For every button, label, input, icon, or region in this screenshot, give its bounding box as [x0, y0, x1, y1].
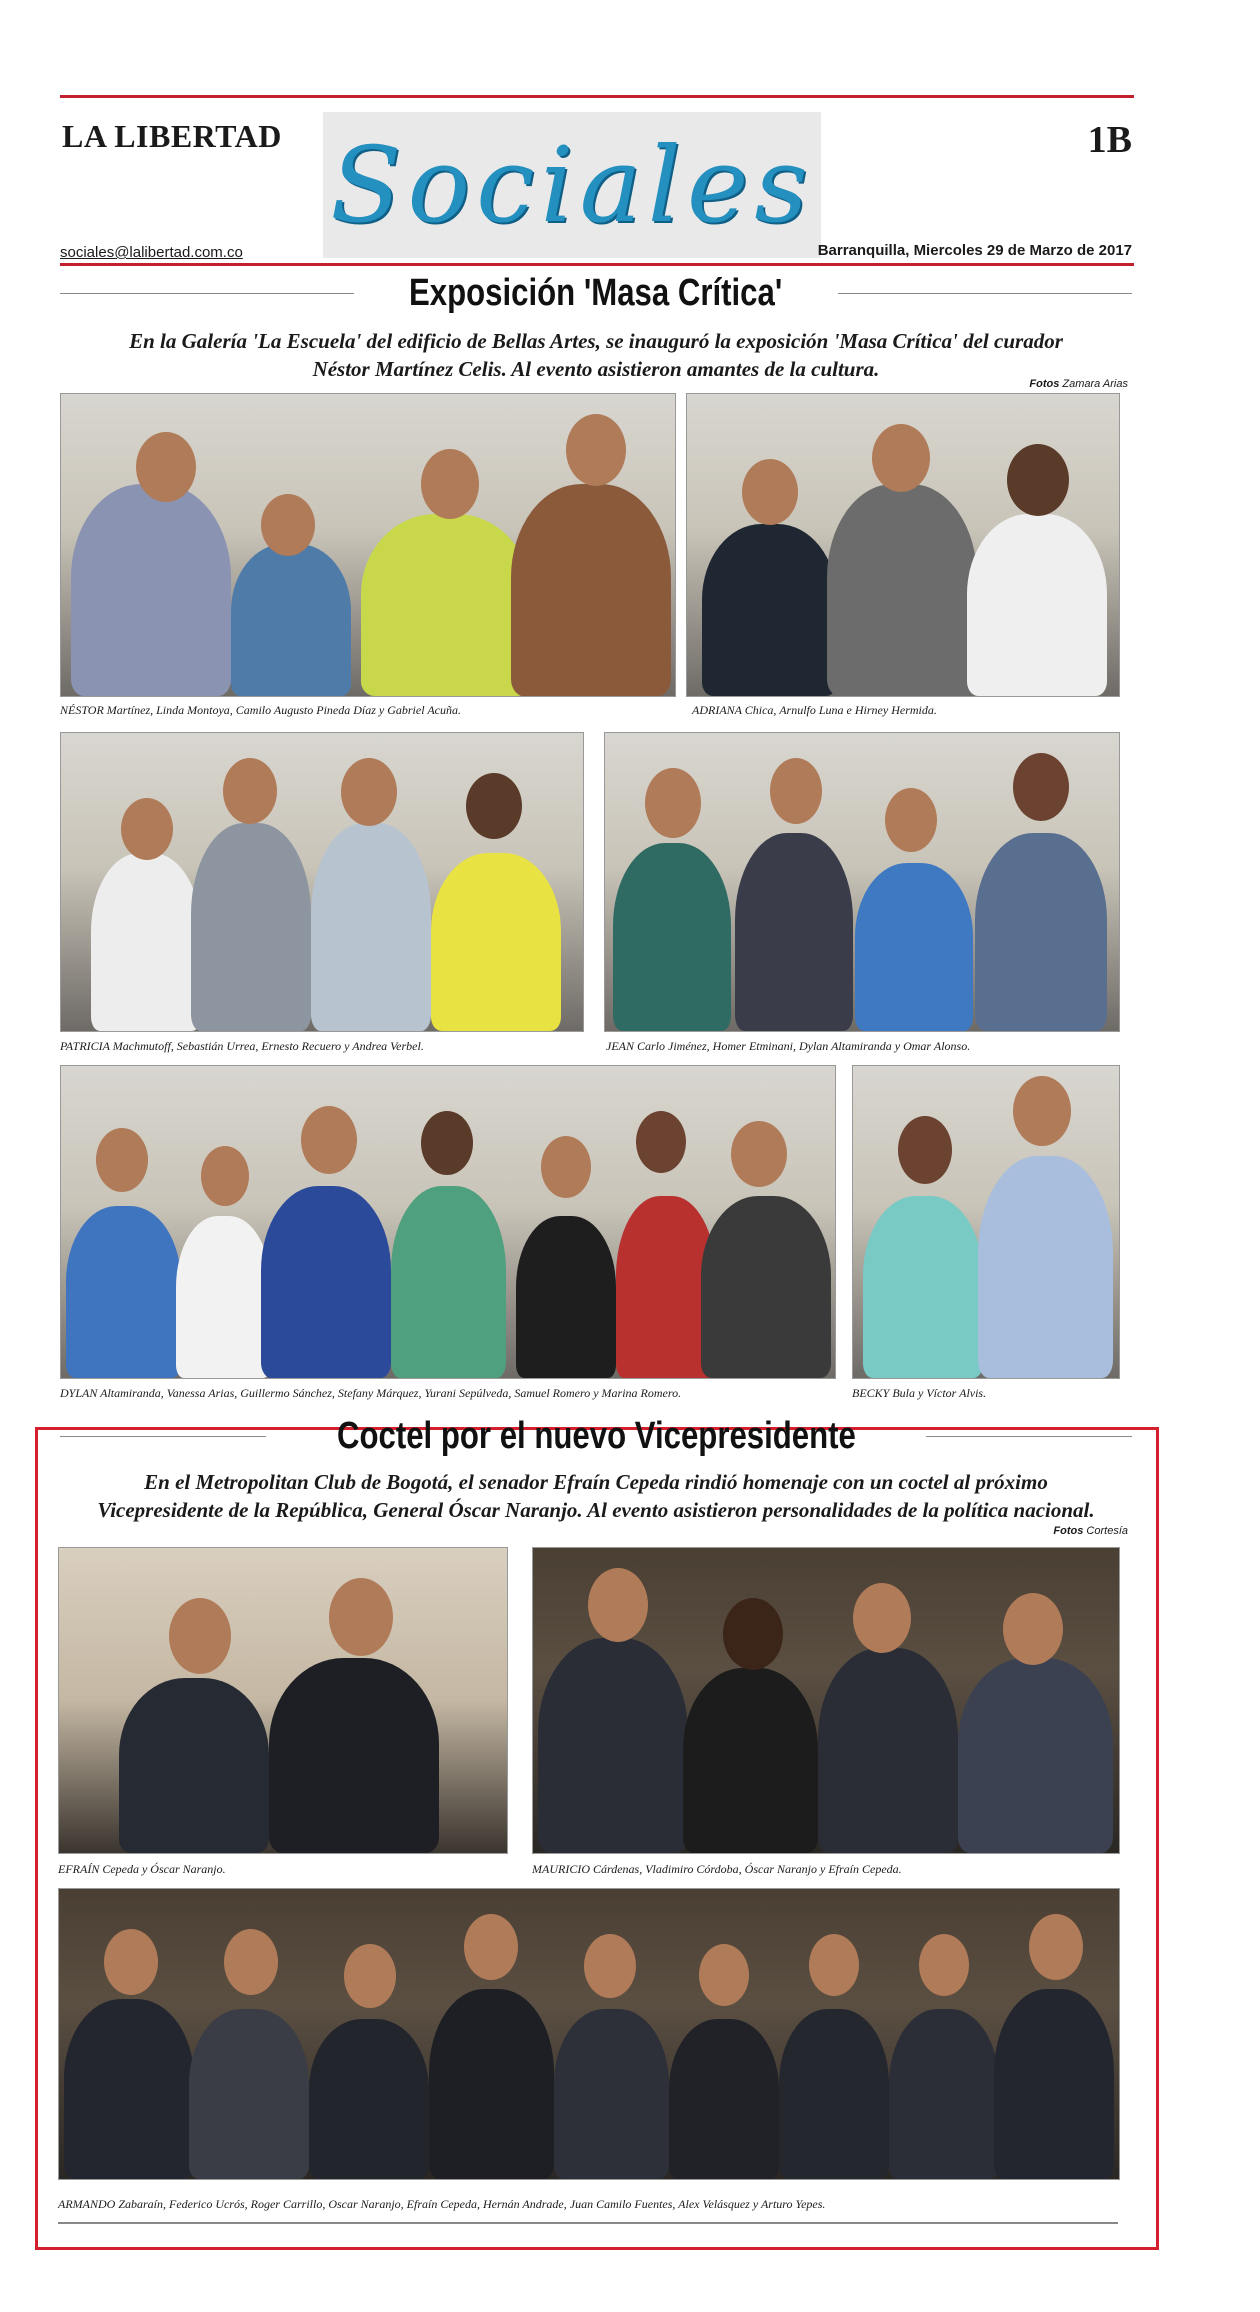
photo-story1-1	[60, 393, 676, 697]
caption-story1-2: ADRIANA Chica, Arnulfo Luna e Hirney Hermida.	[692, 703, 937, 717]
photo-story2-3	[58, 1888, 1120, 2180]
caption-story2-2: MAURICIO Cárdenas, Vladimiro Córdoba, Óscar Naranjo y Efraín Cepeda.	[532, 1862, 902, 1876]
caption-story1-4: JEAN Carlo Jiménez, Homer Etminani, Dylan Altamiranda y Omar Alonso.	[606, 1039, 971, 1053]
story2-photo-credit	[1053, 1525, 1128, 1537]
photo-story1-2	[686, 393, 1120, 697]
caption-story2-3: ARMANDO Zabaraín, Federico Ucrós, Roger Carrillo, Oscar Naranjo, Efraín Cepeda, Hernán Andrade, Juan Camilo Fuentes, Alex Velásquez y Arturo Yepes.	[58, 2197, 826, 2211]
story1-intro	[60, 327, 1132, 383]
story2-intro-line1: En el Metropolitan Club de Bogotá, el senador Efraín Cepeda rindió homenaje con un coctel al próximo	[144, 1470, 1048, 1494]
photo-story1-3	[60, 732, 584, 1032]
caption-story1-5: DYLAN Altamiranda, Vanessa Arias, Guillermo Sánchez, Stefany Márquez, Yurani Sepúlveda, Samuel Romero y Marina Romero.	[60, 1386, 682, 1400]
story1-intro-line1: En la Galería 'La Escuela' del edificio de Bellas Artes, se inauguró la exposición 'Masa Crítica' del curador	[129, 329, 1063, 353]
story1-photo-credit	[1029, 378, 1128, 390]
title-rule-left	[60, 293, 354, 294]
photo-story1-5	[60, 1065, 836, 1379]
photo-story2-2	[532, 1547, 1120, 1854]
masthead-bottom-rule	[60, 263, 1134, 266]
story2-title-row	[60, 1415, 1132, 1458]
credit-label: Fotos	[1053, 1525, 1084, 1537]
story2-bottom-rule	[58, 2222, 1118, 2224]
title-rule-right	[838, 293, 1132, 294]
caption-story1-1: NÉSTOR Martínez, Linda Montoya, Camilo Augusto Pineda Díaz y Gabriel Acuña.	[60, 703, 461, 717]
story2-intro-line2: Vicepresidente de la República, General Óscar Naranjo. Al evento asistieron personalidades de la política nacional.	[97, 1498, 1095, 1522]
top-rule	[60, 95, 1134, 98]
title-rule-right	[926, 1436, 1132, 1437]
section-email-link[interactable]: sociales@lalibertad.com.co	[60, 244, 243, 261]
section-logo-text: Sociales	[330, 124, 814, 246]
story2-intro	[60, 1468, 1132, 1524]
dateline: Barranquilla, Miercoles 29 de Marzo de 2017	[817, 242, 1132, 259]
credit-name: Cortesía	[1086, 1525, 1128, 1537]
section-logo	[323, 112, 821, 258]
credit-label: Fotos	[1029, 378, 1060, 390]
page-number: 1B	[1087, 119, 1132, 161]
title-rule-left	[60, 1436, 266, 1437]
story1-intro-line2: Néstor Martínez Celis. Al evento asistieron amantes de la cultura.	[312, 357, 880, 381]
photo-story1-4	[604, 732, 1120, 1032]
photo-story2-1	[58, 1547, 508, 1854]
caption-story1-3: PATRICIA Machmutoff, Sebastián Urrea, Ernesto Recuero y Andrea Verbel.	[60, 1039, 424, 1053]
story1-title-row	[60, 272, 1132, 315]
caption-story2-1: EFRAÍN Cepeda y Óscar Naranjo.	[58, 1862, 226, 1876]
newspaper-name: LA LIBERTAD	[62, 118, 282, 154]
story2-title: Coctel por el nuevo Vicepresidente	[336, 1415, 856, 1457]
photo-story1-6	[852, 1065, 1120, 1379]
credit-name: Zamara Arias	[1062, 378, 1128, 390]
story1-title: Exposición 'Masa Crítica'	[409, 272, 783, 314]
caption-story1-6: BECKY Bula y Víctor Alvis.	[852, 1386, 987, 1400]
